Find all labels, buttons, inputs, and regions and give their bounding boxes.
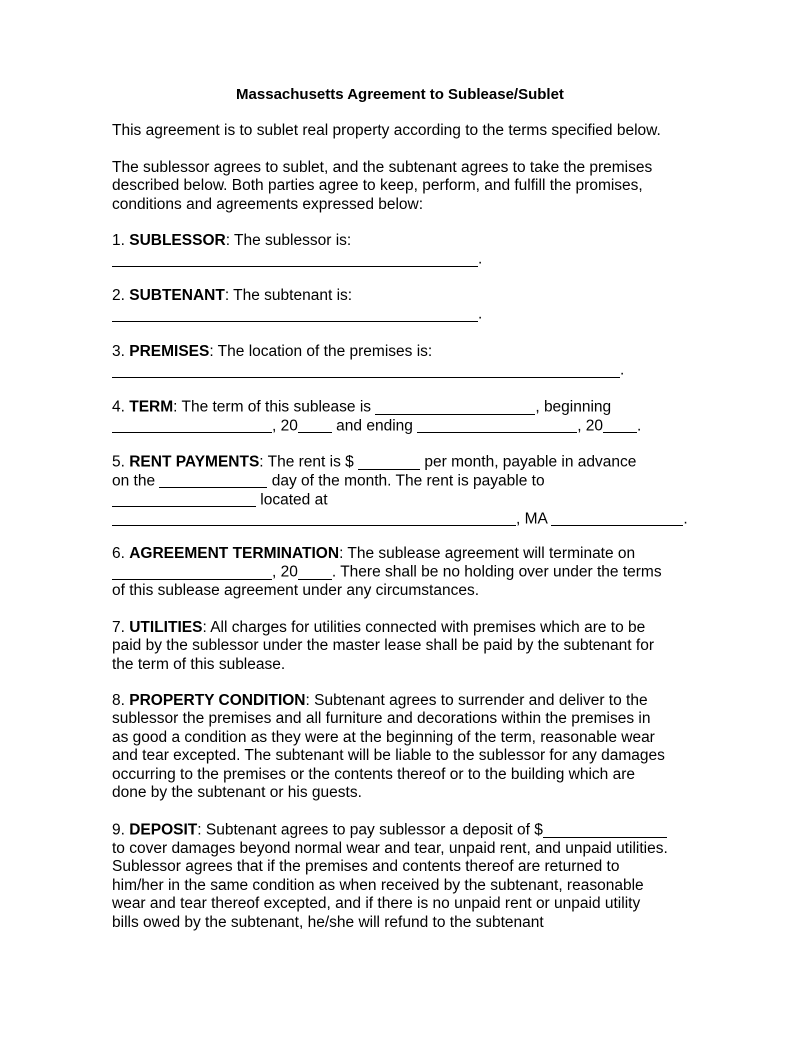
deposit-amount-blank[interactable] [543, 821, 667, 838]
termination-year-blank[interactable] [298, 563, 332, 580]
section-heading: AGREEMENT TERMINATION [129, 545, 340, 562]
subtenant-name-blank[interactable] [112, 305, 478, 322]
section-utilities: 7. UTILITIES: All charges for utilities connected with premises which are to be paid by the sublessor under the master lease shall be paid by the subtenant for the term of this sublease. [112, 619, 654, 673]
intro-paragraph: This agreement is to sublet real property according to the terms specified below. [112, 122, 661, 139]
rent-payee-blank[interactable] [112, 491, 256, 508]
term-length-blank[interactable] [375, 398, 535, 415]
section-heading: TERM [129, 398, 174, 416]
agreement-line-1: The sublessor agrees to sublet, and the subtenant agrees to take the premises [112, 159, 653, 176]
section-heading: DEPOSIT [129, 821, 198, 839]
term-start-date-blank[interactable] [112, 417, 272, 434]
section-premises: 3. PREMISES: The location of the premises is: . [112, 343, 625, 379]
term-end-date-blank[interactable] [417, 417, 577, 434]
agreement-paragraph [112, 159, 652, 214]
section-heading: RENT PAYMENTS [129, 453, 260, 471]
sublessor-name-blank[interactable] [112, 250, 478, 267]
section-term: 4. TERM: The term of this sublease is , beginning , 20 and ending , 20 . [112, 398, 642, 435]
premises-location-blank[interactable] [112, 361, 620, 378]
term-start-year-blank[interactable] [298, 417, 332, 434]
rent-zip-blank[interactable] [551, 510, 683, 527]
section-sublessor: 1. SUBLESSOR: The sublessor is: . [112, 232, 483, 268]
rent-day-blank[interactable] [159, 472, 267, 489]
section-heading: SUBLESSOR [129, 232, 226, 249]
rent-amount-blank[interactable] [358, 453, 420, 470]
section-deposit: 9. DEPOSIT: Subtenant agrees to pay sublessor a deposit of $ to cover damages beyond normal wear and tear, unpaid rent, and unpaid utilities. Sublessor agrees that if the premises and contents thereof are returned to him/her in the same condition as when received by the subtenant, reasonable wear and tear thereof excepted, and if there is no unpaid rent or unpaid utility bills owed by the subtenant, he/she will refund to the subtenant [112, 821, 668, 931]
document-title: Massachusetts Agreement to Sublease/Sublet [236, 86, 564, 103]
section-subtenant: 2. SUBTENANT: The subtenant is: . [112, 287, 483, 323]
section-property-condition: 8. PROPERTY CONDITION: Subtenant agrees to surrender and deliver to the sublessor the premises and all furniture and decorations within the premises in as good a condition as they were at the beginning of the term, reasonable wear and tear excepted. The subtenant will be liable to the sublessor for any damages occurring to the premises or the contents thereof or to the building which are done by the subtenant or his guests. [112, 692, 665, 802]
section-heading: SUBTENANT [129, 287, 225, 304]
section-heading: PREMISES [129, 343, 210, 360]
agreement-line-2: described below. Both parties agree to keep, perform, and fulfill the promises, [112, 177, 643, 195]
section-agreement-termination: 6. AGREEMENT TERMINATION: The sublease agreement will terminate on , 20 . There shall be no holding over under the terms of this sublease agreement under any circumstances. [112, 545, 662, 600]
term-end-year-blank[interactable] [603, 417, 637, 434]
termination-date-blank[interactable] [112, 563, 272, 580]
section-rent-payments: 5. RENT PAYMENTS: The rent is $ per month, payable in advance on the day of the month. The rent is payable to located at , MA . [112, 453, 688, 528]
section-heading: PROPERTY CONDITION [129, 692, 306, 709]
section-heading: UTILITIES [129, 619, 203, 636]
rent-address-blank[interactable] [112, 510, 516, 527]
agreement-line-3: conditions and agreements expressed below: [112, 195, 424, 213]
